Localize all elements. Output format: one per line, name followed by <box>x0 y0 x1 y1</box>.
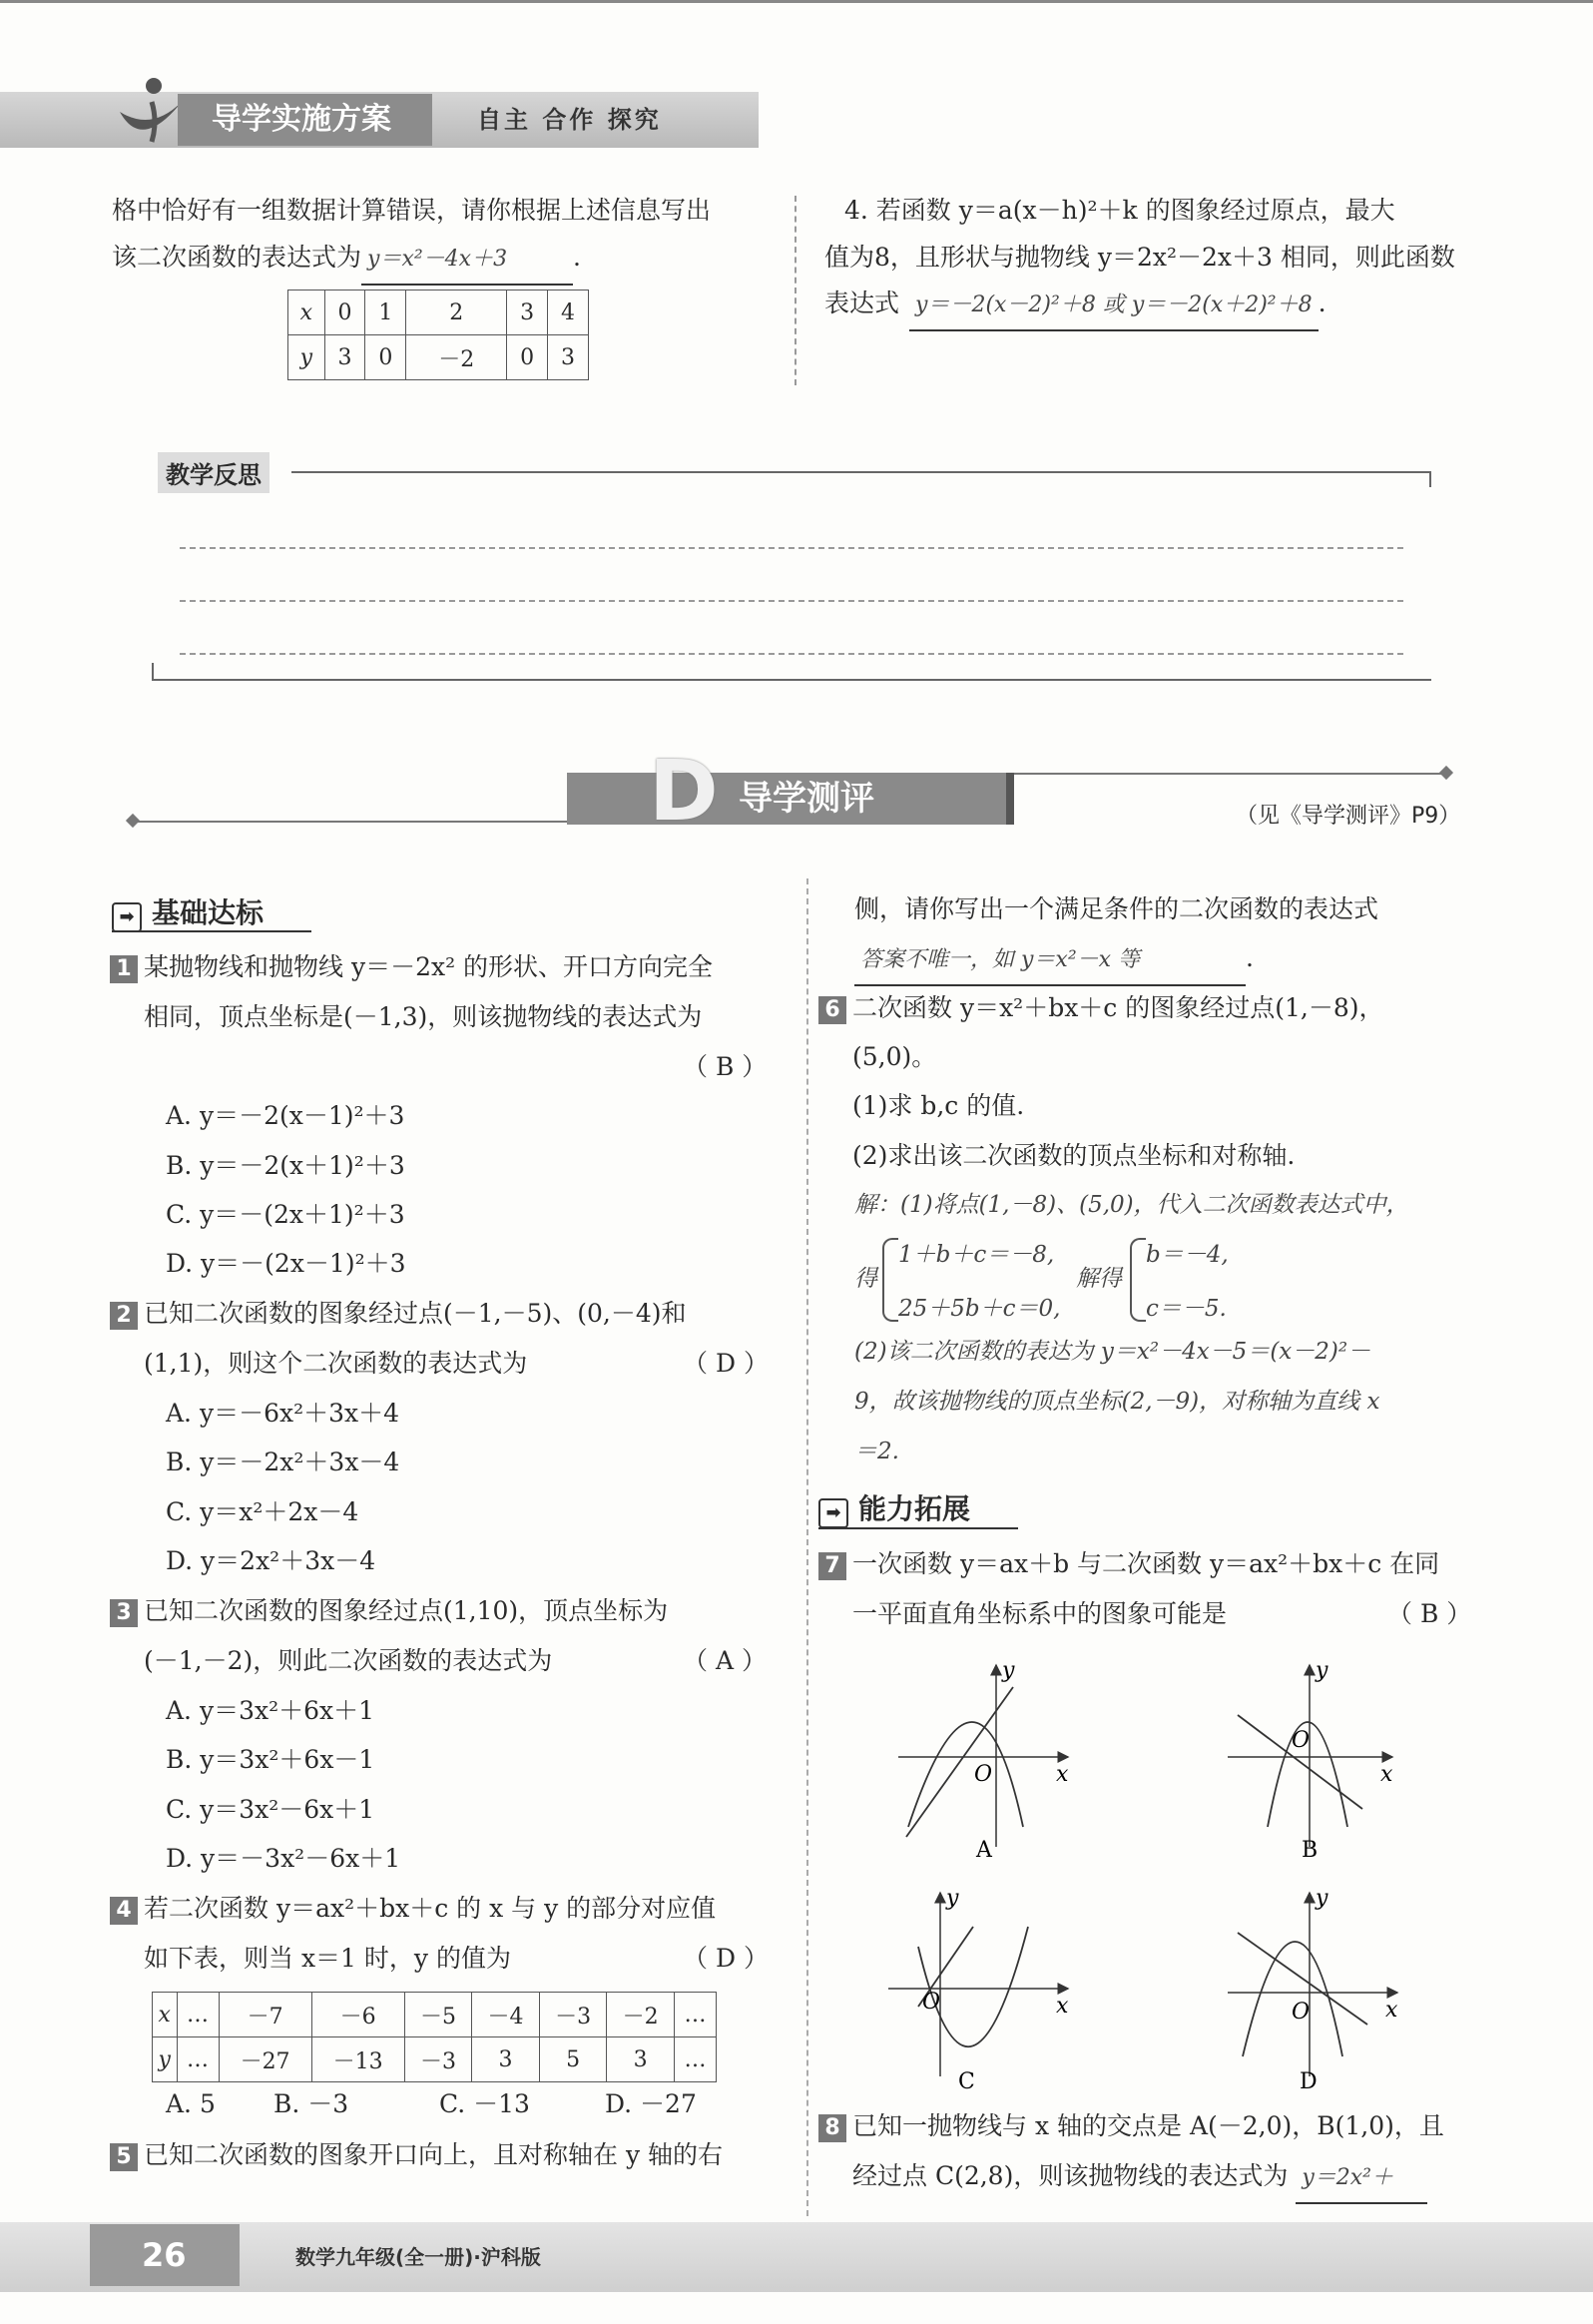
table-cell: 3 <box>507 290 548 335</box>
table-row <box>288 335 589 380</box>
q1-line2: 相同，顶点坐标是(－1,3)，则该抛物线的表达式为 <box>144 1002 703 1031</box>
section-d-right-line <box>1014 773 1445 775</box>
axis-y-label: y <box>1316 1886 1328 1911</box>
top-left-table <box>287 290 589 380</box>
q3-answer: （ A ） <box>683 1646 767 1675</box>
q4-top-line3: 表达式 y＝－2(x－2)²＋8 或 y＝－2(x＋2)²＋8 . <box>824 279 1327 331</box>
top-left-line1: 格中恰好有一组数据计算错误，请你根据上述信息写出 <box>112 196 712 225</box>
q1-answer: （ B ） <box>683 1052 768 1081</box>
reflection-bottom-line <box>152 679 1431 681</box>
graph-c-label: C <box>958 2069 975 2094</box>
q6-number: 6 <box>818 996 846 1024</box>
q2-option-c: C. y＝x²＋2x－4 <box>166 1497 359 1526</box>
q2-option-d: D. y＝2x²＋3x－4 <box>166 1546 376 1575</box>
q3-line1 <box>110 1586 668 1635</box>
table-cell: 2 <box>406 290 507 335</box>
table-row <box>288 290 589 335</box>
q7-number: 7 <box>818 1552 846 1580</box>
table-row <box>153 2037 717 2082</box>
column-divider <box>795 196 796 385</box>
brace-icon <box>1130 1238 1146 1322</box>
q6-sys2b: c＝－5. <box>1146 1296 1227 1322</box>
q2-line2: (1,1)，则这个二次函数的表达式为 <box>144 1349 528 1378</box>
top-left-line2: 该二次函数的表达式为 y＝x²－4x＋3 . <box>112 233 581 286</box>
q4-top-line2: 值为8，且形状与抛物线 y＝2x²－2x＋3 相同，则此函数 <box>824 243 1455 272</box>
q4-top-prefix: 表达式 <box>824 289 900 317</box>
q6-sys2a: b＝－4, <box>1146 1242 1229 1268</box>
axis-x-label: x <box>1056 1762 1069 1787</box>
top-left-prefix: 该二次函数的表达式为 <box>112 243 362 272</box>
q3-option-a: A. y＝3x²＋6x＋1 <box>166 1696 375 1725</box>
table-row <box>153 1993 717 2037</box>
q5-line1 <box>110 2130 723 2179</box>
table-cell: y <box>288 335 325 380</box>
axis-x-label: x <box>1385 1998 1398 2023</box>
reflection-dash-line <box>180 547 1403 549</box>
axis-x-label: x <box>1380 1762 1393 1787</box>
q6-line1 <box>818 983 1384 1032</box>
q7-line2: 一平面直角坐标系中的图象可能是 <box>852 1599 1228 1628</box>
q1-option-a: A. y＝－2(x－1)²＋3 <box>166 1101 405 1130</box>
q6-sol-jie: 解得 <box>1076 1266 1122 1292</box>
q7-answer: （ B ） <box>1387 1599 1472 1628</box>
table-cell: 0 <box>324 290 365 335</box>
q7-graphs <box>878 1657 1437 2096</box>
header-title: 导学实施方案 <box>178 94 432 146</box>
footer-text: 数学九年级(全一册)·沪科版 <box>295 2245 541 2269</box>
table-cell: －3 <box>539 1993 607 2037</box>
q5-line1-text: 已知二次函数的图象开口向上，且对称轴在 y 轴的右 <box>144 2140 724 2169</box>
table-cell: 5 <box>539 2037 607 2082</box>
q6-sys1a: 1＋b＋c＝－8, <box>898 1242 1055 1268</box>
ability-heading-rule <box>818 1527 1018 1529</box>
q6-part2: (2)求出该二次函数的顶点坐标和对称轴. <box>852 1141 1296 1170</box>
q6-sol2: (2)该二次函数的表达为 y＝x²－4x－5＝(x－2)²－ <box>854 1339 1371 1365</box>
table-cell: 4 <box>548 290 589 335</box>
table-cell: y <box>153 2037 178 2082</box>
table-cell: －6 <box>311 1993 404 2037</box>
table-cell: x <box>153 1993 178 2037</box>
reflection-dash-line <box>180 653 1403 655</box>
q6-line2: (5,0)。 <box>852 1042 937 1071</box>
header-tabs: 自主 合作 探究 <box>477 106 662 134</box>
table-cell: －2 <box>607 1993 675 2037</box>
q2-line1-text: 已知二次函数的图象经过点(－1,－5)、(0,－4)和 <box>144 1299 687 1328</box>
section-d-left-line <box>132 821 567 823</box>
q2-line1 <box>110 1289 687 1338</box>
axis-y-label: y <box>946 1886 959 1911</box>
q1-line1-text: 某抛物线和抛物线 y＝－2x² 的形状、开口方向完全 <box>144 952 714 981</box>
q7-line1-text: 一次函数 y＝ax＋b 与二次函数 y＝ax²＋bx＋c 在同 <box>852 1549 1440 1578</box>
ability-heading-text: 能力拓展 <box>858 1492 971 1525</box>
q6-part1: (1)求 b,c 的值. <box>852 1091 1025 1120</box>
section-d-ref: （见《导学测评》P9） <box>1236 804 1461 829</box>
page-number: 26 <box>90 2224 240 2286</box>
q1-option-c: C. y＝－(2x＋1)²＋3 <box>166 1200 405 1229</box>
top-left-answer: y＝x²－4x＋3 <box>361 235 573 286</box>
section-d-title: 导学测评 <box>739 779 874 819</box>
section-d-letter: D <box>649 742 719 840</box>
q8-number: 8 <box>818 2114 846 2142</box>
brace-icon <box>882 1238 898 1322</box>
table-cell: x <box>288 290 325 335</box>
origin-label: O <box>974 1762 993 1787</box>
q1-option-d: D. y＝－(2x－1)²＋3 <box>166 1249 406 1278</box>
q4-option-a: A. 5 <box>166 2089 216 2118</box>
table-cell: … <box>177 2037 219 2082</box>
section-d-end-bar <box>1006 773 1014 825</box>
q8-answer: y＝2x²＋ <box>1296 2153 1427 2204</box>
table-cell: －5 <box>404 1993 472 2037</box>
origin-label: O <box>1292 1728 1311 1753</box>
q3-number: 3 <box>110 1599 138 1627</box>
reflection-corner <box>1429 471 1431 487</box>
q4-line2: 如下表，则当 x＝1 时，y 的值为 <box>144 1944 511 1973</box>
ability-heading <box>818 1487 970 1528</box>
table-cell: －13 <box>311 2037 404 2082</box>
q4-option-b: B. －3 <box>273 2089 349 2118</box>
q3-option-b: B. y＝3x²＋6x－1 <box>166 1745 375 1774</box>
table-cell: －3 <box>404 2037 472 2082</box>
q4-line1 <box>110 1884 716 1933</box>
graph-d <box>1228 1886 1398 2094</box>
graph-a-label: A <box>976 1838 992 1863</box>
table-cell: 0 <box>365 335 406 380</box>
q2-option-b: B. y＝－2x²＋3x－4 <box>166 1448 400 1476</box>
graph-b-label: B <box>1302 1838 1319 1863</box>
graph-a <box>898 1658 1069 1863</box>
q7-line1 <box>818 1539 1439 1588</box>
basic-heading-rule <box>112 930 311 932</box>
q6-sol4: ＝2. <box>854 1439 899 1464</box>
q4-option-c: C. －13 <box>439 2089 530 2118</box>
reflection-top-line <box>291 471 1431 473</box>
table-cell: 0 <box>507 335 548 380</box>
origin-label: O <box>922 1990 941 2015</box>
reflection-label: 教学反思 <box>158 452 269 493</box>
q3-option-d: D. y＝－3x²－6x＋1 <box>166 1844 401 1873</box>
q5-answer: 答案不唯一，如 y＝x²－x 等 <box>854 935 1246 986</box>
graph-b <box>1228 1658 1393 1863</box>
origin-label: O <box>1292 2000 1311 2025</box>
graph-c <box>888 1886 1069 2094</box>
q2-answer: （ D ） <box>683 1349 769 1378</box>
q4-top-line1: 4. 若函数 y＝a(x－h)²＋k 的图象经过原点，最大 <box>844 196 1395 225</box>
q8-line1-text: 已知一抛物线与 x 轴的交点是 A(－2,0)，B(1,0)，且 <box>852 2111 1444 2140</box>
column-divider <box>806 878 808 2216</box>
table-cell: 1 <box>365 290 406 335</box>
q2-number: 2 <box>110 1302 138 1330</box>
table-cell: －27 <box>219 2037 311 2082</box>
q1-option-b: B. y＝－2(x＋1)²＋3 <box>166 1151 405 1180</box>
q3-line1-text: 已知二次函数的图象经过点(1,10)，顶点坐标为 <box>144 1596 669 1625</box>
arrow-icon: ➡ <box>112 902 142 932</box>
q3-line2: (－1,－2)，则此二次函数的表达式为 <box>144 1646 553 1675</box>
table-cell: 3 <box>324 335 365 380</box>
q3-option-c: C. y＝3x²－6x＋1 <box>166 1795 375 1824</box>
q8-line2-prefix: 经过点 C(2,8)，则该抛物线的表达式为 <box>852 2161 1289 2190</box>
q4-top-answer: y＝－2(x－2)²＋8 或 y＝－2(x＋2)²＋8 <box>909 281 1319 331</box>
q6-sol3: 9，故该抛物线的顶点坐标(2,－9)，对称轴为直线 x <box>854 1389 1380 1415</box>
q4-table <box>152 1992 717 2082</box>
diamond-icon <box>1439 766 1453 780</box>
q4-line1-text: 若二次函数 y＝ax²＋bx＋c 的 x 与 y 的部分对应值 <box>144 1894 717 1923</box>
reflection-dash-line <box>180 600 1403 602</box>
q8-line1 <box>818 2101 1444 2150</box>
axis-x-label: x <box>1056 1994 1069 2019</box>
graph-d-label: D <box>1300 2069 1318 2094</box>
q2-option-a: A. y＝－6x²＋3x＋4 <box>166 1399 400 1428</box>
top-rule <box>0 0 1593 3</box>
table-cell: … <box>674 2037 716 2082</box>
arrow-icon: ➡ <box>818 1498 848 1528</box>
diamond-icon <box>126 814 140 828</box>
q4-option-d: D. －27 <box>605 2089 697 2118</box>
q6-sol1: 解：(1)将点(1,－8)、(5,0)，代入二次函数表达式中， <box>854 1192 1409 1218</box>
q6-sol-de: 得 <box>854 1266 877 1292</box>
reflection-corner <box>152 663 154 679</box>
q6-line1-text: 二次函数 y＝x²＋bx＋c 的图象经过点(1,－8)， <box>852 993 1384 1022</box>
axis-y-label: y <box>1316 1658 1328 1683</box>
table-cell: … <box>177 1993 219 2037</box>
q4-answer: （ D ） <box>683 1944 769 1973</box>
line <box>906 1687 1013 1837</box>
basic-heading-text: 基础达标 <box>152 896 265 929</box>
table-cell: 3 <box>472 2037 540 2082</box>
q1-line1 <box>110 942 713 991</box>
q5-number: 5 <box>110 2143 138 2171</box>
table-cell: 3 <box>548 335 589 380</box>
axis-y-label: y <box>1002 1658 1015 1683</box>
basic-heading <box>112 891 264 932</box>
q6-sys1b: 25＋5b＋c＝0, <box>898 1296 1061 1322</box>
q5-answer-line: 答案不唯一，如 y＝x²－x 等 . <box>854 933 1254 986</box>
q1-number: 1 <box>110 955 138 983</box>
table-cell: －7 <box>219 1993 311 2037</box>
table-cell: －4 <box>472 1993 540 2037</box>
q5-cont: 侧，请你写出一个满足条件的二次函数的表达式 <box>854 894 1379 923</box>
parabola <box>918 1927 1028 2046</box>
q8-line2 <box>852 2151 1427 2204</box>
table-cell: … <box>674 1993 716 2037</box>
q4-number: 4 <box>110 1897 138 1925</box>
table-cell: －2 <box>406 335 507 380</box>
table-cell: 3 <box>607 2037 675 2082</box>
